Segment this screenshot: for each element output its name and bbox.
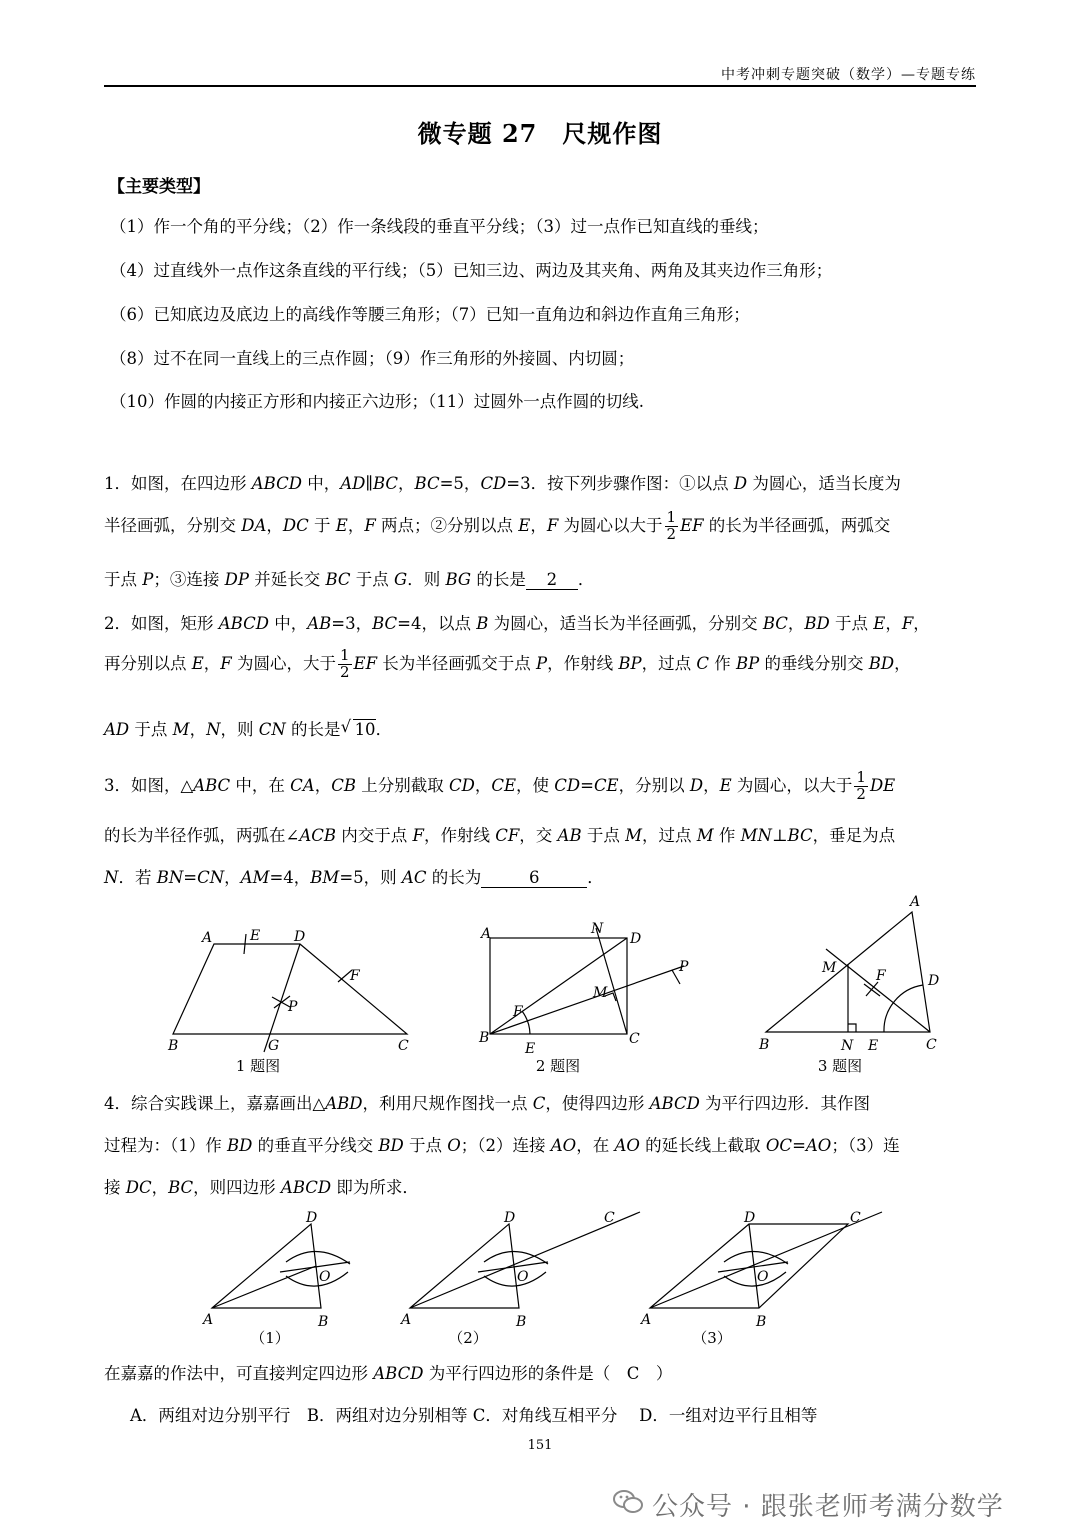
- fig2-label-d: D: [630, 931, 642, 947]
- fig2-label-f: F: [513, 1004, 523, 1020]
- s2-arc-top: [484, 1251, 548, 1264]
- fig1-label-b: B: [168, 1038, 179, 1054]
- fig1-label-p: P: [288, 999, 298, 1015]
- fig1-line-dg: [264, 944, 300, 1052]
- s2-bisector: [478, 1262, 548, 1272]
- q2-line-1: 2．如图，矩形 ABCD 中，AB=3，BC=4，以点 B 为圆心，适当长为半径画弧，分别交 BC，BD 于点 E，F，: [104, 614, 930, 633]
- q4-line-3: 接 DC，BC，则四边形 ABCD 即为所求．: [104, 1178, 419, 1197]
- fig2-label-n: N: [591, 921, 604, 937]
- s3-bisector: [718, 1262, 788, 1272]
- fig2-caption: 2 题图: [535, 1057, 581, 1075]
- header-rule: [104, 85, 976, 87]
- s2-triangle: [410, 1224, 519, 1308]
- s2-label-c: C: [604, 1210, 615, 1226]
- s3-ray-ac: [650, 1212, 882, 1308]
- fraction-half: $\frac{1}{2}$: [340, 646, 350, 681]
- fig3-label-e: E: [868, 1038, 879, 1054]
- type-line-5: （10）作圆的内接正方形和内接正六边形；（11）过圆外一点作圆的切线.: [110, 392, 644, 411]
- q3-line-2: 的长为半径作弧，两弧在∠ACB 内交于点 F，作射线 CF，交 AB 于点 M，过点 M 作 MN⊥BC，垂足为点: [104, 826, 896, 845]
- s1-line-ao: [212, 1266, 316, 1308]
- s2-label-d: D: [504, 1210, 516, 1226]
- fig1-label-g: G: [268, 1038, 280, 1054]
- q1-line-1: 1．如图，在四边形 ABCD 中，AD∥BC，BC=5，CD=3．按下列步骤作图：①以点 D 为圆心，适当长度为: [104, 474, 901, 493]
- s1-label-a: A: [203, 1312, 214, 1328]
- q4-options: A．两组对边分别平行 B．两组对边分别相等 C．对角线互相平分 D．一组对边平行且相等: [130, 1406, 818, 1425]
- q4-line-1: 4．综合实践课上，嘉嘉画出△ABD，利用尺规作图找一点 C，使得四边形 ABCD 为平行四边形．其作图: [104, 1094, 871, 1113]
- s2-label-a: A: [401, 1312, 412, 1328]
- type-line-3: （6）已知底边及底边上的高线作等腰三角形；（7）已知一直角边和斜边作直角三角形；: [110, 305, 750, 324]
- q4-line-2: 过程为：（1）作 BD 的垂直平分线交 BD 于点 O；（2）连接 AO，在 AO 的延长线上截取 OC=AO；（3）连: [104, 1136, 900, 1155]
- fig2-label-a: A: [481, 926, 492, 942]
- q2-line-3: AD 于点 M，N，则 CN 的长是√ 10．: [104, 716, 980, 740]
- s3-label-c: C: [850, 1210, 861, 1226]
- fig1-label-d: D: [294, 929, 306, 945]
- fraction-half: $\frac{1}{2}$: [666, 508, 677, 543]
- fig2-label-e: E: [525, 1041, 536, 1057]
- s3-caption: （3）: [692, 1329, 732, 1347]
- s2-ray-ac: [410, 1212, 640, 1308]
- page-number: 151: [527, 1438, 553, 1453]
- figure-4-1: [212, 1224, 350, 1308]
- figure-1: [173, 934, 407, 1052]
- fig3-ray-cf: [826, 949, 930, 1032]
- s1-bisector: [280, 1262, 350, 1272]
- fig3-label-d: D: [928, 973, 940, 989]
- s1-caption: （1）: [250, 1329, 290, 1347]
- s1-label-b: B: [318, 1314, 329, 1330]
- fig3-caption: 3 题图: [817, 1057, 863, 1075]
- s2-caption: （2）: [448, 1329, 488, 1347]
- figures-row-1: [0, 890, 1080, 1080]
- fig2-label-p: P: [679, 959, 689, 975]
- q1-line-3: 于点 P；③连接 DP 并延长交 BC 于点 G．则 BG 的长是 2 ．: [104, 570, 595, 589]
- fig3-label-b: B: [759, 1037, 770, 1053]
- s3-label-d: D: [744, 1210, 756, 1226]
- fig2-label-b: B: [479, 1030, 490, 1046]
- q3-answer: 6: [481, 868, 587, 888]
- fig3-label-a: A: [910, 894, 921, 910]
- page-header: 中考冲刺专题突破（数学）—专题专练: [721, 67, 976, 83]
- q2-answer: √ 10: [353, 719, 376, 739]
- watermark: 公众号 · 跟张老师考满分数学: [652, 1492, 1004, 1522]
- q1-answer: 2: [526, 570, 578, 590]
- fig2-ray-bp: [490, 966, 684, 1034]
- type-line-2: （4）过直线外一点作这条直线的平行线；（5）已知三边、两边及其夹角、两角及其夹边作三角形；: [110, 261, 833, 280]
- q4-answer: C: [626, 1364, 640, 1383]
- fig1-label-f: F: [350, 968, 360, 984]
- fig3-arc-de: [884, 985, 923, 1032]
- fig1-label-e: E: [250, 928, 261, 944]
- s1-triangle: [212, 1224, 321, 1308]
- s3-label-b: B: [756, 1314, 767, 1330]
- fig1-caption: 1 题图: [235, 1057, 281, 1075]
- wechat-icon: [612, 1488, 644, 1516]
- q2-line-2: 再分别以点 E，F 为圆心，大于 $\frac{1}{2}$ EF 长为半径画弧交于点 P，作射线 BP，过点 C 作 BP 的垂线分别交 BD，: [104, 646, 911, 681]
- s1-arc-top: [286, 1251, 350, 1264]
- fig3-label-m: M: [822, 960, 837, 976]
- type-line-1: （1）作一个角的平分线；（2）作一条线段的垂直平分线；（3）过一点作已知直线的垂线；: [110, 217, 769, 236]
- s3-label-o: O: [757, 1269, 769, 1285]
- q3-line-1: 3．如图，△ABC 中，在 CA，CB 上分别截取 CD，CE，使 CD=CE，分别以 D，E 为圆心，以大于 $\frac{1}{2}$ DE: [104, 768, 896, 803]
- q3-line-3: N．若 BN=CN，AM=4，BM=5，则 AC 的长为 6 ．: [104, 868, 604, 887]
- fig3-label-f: F: [876, 968, 886, 984]
- fig2-label-m: M: [593, 985, 608, 1001]
- s1-label-d: D: [306, 1210, 318, 1226]
- fig1-label-a: A: [202, 930, 213, 946]
- fig1-trapezoid: [173, 944, 407, 1034]
- fig2-label-c: C: [629, 1031, 640, 1047]
- type-line-4: （8）过不在同一直线上的三点作圆；（9）作三角形的外接圆、内切圆；: [110, 349, 635, 368]
- s1-label-o: O: [319, 1269, 331, 1285]
- q4-question: 在嘉嘉的作法中，可直接判定四边形 ABCD 为平行四边形的条件是（ C ）: [104, 1364, 673, 1383]
- q1-line-2: 半径画弧，分别交 DA，DC 于 E，F 两点；②分别以点 E，F 为圆心以大于 $\frac{1}{2}$ EF 的长为半径画弧，两弧交: [104, 508, 891, 543]
- s2-label-o: O: [517, 1269, 529, 1285]
- figure-4-2: [410, 1212, 640, 1308]
- figure-4-3: [650, 1212, 882, 1308]
- fig2-line-cn: [596, 928, 627, 1034]
- fraction-half: $\frac{1}{2}$: [856, 768, 866, 803]
- s2-label-b: B: [516, 1314, 527, 1330]
- fig1-label-c: C: [398, 1038, 409, 1054]
- fig3-label-n: N: [841, 1038, 854, 1054]
- figure-3: [766, 912, 930, 1032]
- fig3-right-angle: [848, 1024, 856, 1032]
- section-heading: 【主要类型】: [108, 177, 210, 197]
- fig3-label-c: C: [926, 1037, 937, 1053]
- s3-label-a: A: [641, 1312, 652, 1328]
- figures-row-2: [0, 1200, 1080, 1360]
- page-title: 微专题 27 尺规作图: [417, 119, 663, 148]
- s3-arc-top: [724, 1251, 788, 1264]
